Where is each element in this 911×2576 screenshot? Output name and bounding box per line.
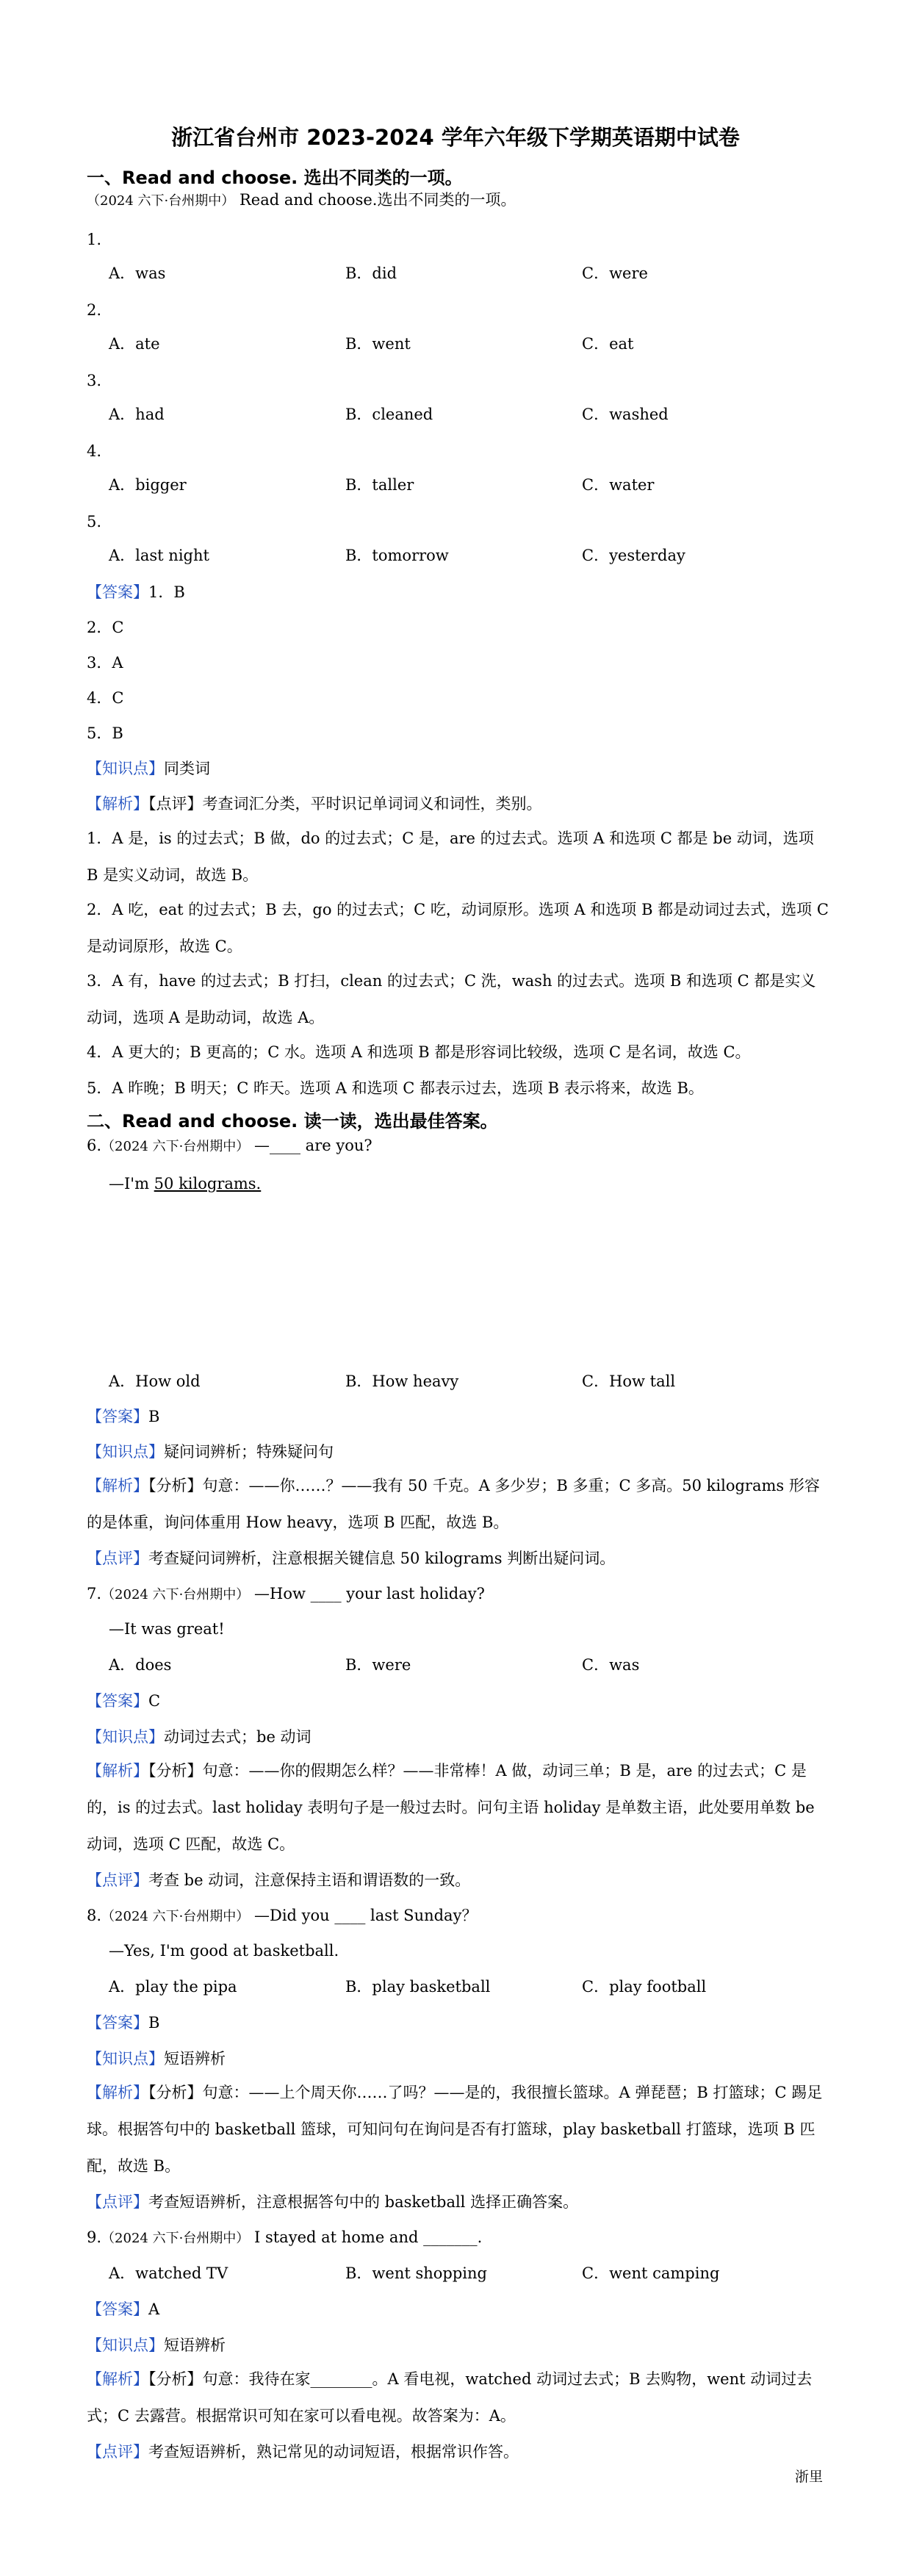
answer-value: B <box>148 2014 160 2032</box>
analysis <box>87 1752 829 1863</box>
option-c: C．eat <box>582 335 634 353</box>
reply-text: —I'm <box>109 1175 154 1192</box>
option-b: B．How heavy <box>345 1372 459 1390</box>
knowledge-point <box>87 1442 334 1462</box>
analysis-sub-tag: 【分析】 <box>148 1477 203 1494</box>
comment-text: 考查疑问词辨析，注意根据关键信息 50 kilograms 判断出疑问词。 <box>148 1550 616 1567</box>
explanation-5: 5．A 昨晚；B 明天；C 昨天。选项 A 和选项 C 都表示过去，选项 B 表示将来，故选 B。 <box>87 1079 704 1097</box>
analysis-text: 句意：——上个周天你……了吗？——是的，我很擅长篮球。A 弹琵琶；B 打篮球；C 踢足球。根据答句中的 basketball 篮球，可知问句在询问是否有打篮球，play basketball 打篮球，选项 B 匹配，故选 B。 <box>87 2084 823 2175</box>
answer-tag: 【答案】 <box>87 1692 148 1710</box>
comment-text: 考查短语辨析，注意根据答句中的 basketball 选择正确答案。 <box>148 2193 579 2211</box>
option-a: A．does <box>109 1656 172 1674</box>
answer-value: B <box>148 1408 160 1425</box>
analysis-sub-tag: 【分析】 <box>148 2370 203 2388</box>
answer-value: 1．B <box>148 583 185 601</box>
knowledge-point <box>87 2048 226 2069</box>
answer-tag: 【答案】 <box>87 1408 148 1425</box>
question-reply: —Yes, I'm good at basketball. <box>109 1942 339 1960</box>
option-c: C．play football <box>582 1978 707 1996</box>
explanation-4: 4．A 更大的；B 更高的；C 水。选项 A 和选项 B 都是形容词比较级，选项 C 是名词，故选 C。 <box>87 1043 751 1061</box>
comment-tag: 【点评】 <box>87 2193 148 2211</box>
source-label: （2024 六下·台州期中） <box>101 2231 250 2246</box>
knowledge-text: 疑问词辨析；特殊疑问句 <box>164 1443 334 1461</box>
explanation-3: 3．A 有，have 的过去式；B 打扫，clean 的过去式；C 洗，wash 的过去式。选项 B 和选项 C 都是实义动词，选项 A 是助动词，故选 A。 <box>87 972 816 1026</box>
question-reply: —It was great! <box>109 1620 225 1638</box>
section-2-heading: 二、Read and choose. 读一读，选出最佳答案。 <box>87 1111 498 1132</box>
option-b: B．went shopping <box>345 2264 487 2282</box>
knowledge-text: 短语辨析 <box>164 2336 226 2354</box>
question-stem: —Did you ____ last Sunday？ <box>254 1907 478 1924</box>
option-c: C．went camping <box>582 2264 720 2282</box>
question-stem: —How ____ your last holiday? <box>254 1585 485 1602</box>
question-number: 8. <box>87 1907 102 1924</box>
comment <box>87 1870 470 1890</box>
option-b: B．went <box>345 335 411 353</box>
answer-tag: 【答案】 <box>87 583 148 601</box>
analysis-sub-tag: 【分析】 <box>148 1762 203 1780</box>
answer-line <box>87 582 185 602</box>
option-a: A．was <box>109 265 166 282</box>
comment-tag: 【点评】 <box>87 1871 148 1889</box>
question-stem: —____ are you? <box>254 1137 372 1154</box>
knowledge-point <box>87 758 210 779</box>
underlined-text: 50 kilograms. <box>154 1175 262 1192</box>
question-stem: I stayed at home and _______. <box>254 2228 483 2246</box>
knowledge-text: 同类词 <box>164 760 210 777</box>
question-9 <box>87 2227 482 2249</box>
explanation-1: 1．A 是，is 的过去式；B 做，do 的过去式；C 是，are 的过去式。选项 A 和选项 C 都是 be 动词，选项 B 是实义动词，故选 B。 <box>87 830 814 884</box>
comment-tag: 【点评】 <box>87 1550 148 1567</box>
option-a: A．last night <box>109 547 209 564</box>
question-6 <box>87 1135 372 1157</box>
option-a: A．had <box>109 406 165 423</box>
question-number: 3. <box>87 372 102 389</box>
answer-value: A <box>148 2300 160 2318</box>
analysis-text: 句意：——你……？——我有 50 千克。A 多少岁；B 多重；C 多高。50 kilograms 形容的是体重，询问体重用 How heavy，选项 B 匹配，故选 B。 <box>87 1477 820 1531</box>
option-b: B．were <box>345 1656 411 1674</box>
answer-line <box>87 1406 159 1427</box>
source-label: （2024 六下·台州期中） <box>101 1909 250 1924</box>
analysis-text: 句意：——你的假期怎么样？——非常棒！A 做，动词三单；B 是，are 的过去式；C 是的，is 的过去式。last holiday 表明句子是一般过去时。问句主语 holiday 是单数主语，此处要用单数 be 动词，选项 C 匹配，故选 C。 <box>87 1762 815 1853</box>
answer-item: 3．A <box>87 654 123 672</box>
analysis <box>87 2074 829 2184</box>
analysis-tag: 【解析】 <box>87 1477 148 1494</box>
analysis-tag: 【解析】 <box>87 1762 148 1780</box>
question-number: 9. <box>87 2228 102 2246</box>
answer-tag: 【答案】 <box>87 2014 148 2032</box>
option-a: A．How old <box>109 1372 201 1390</box>
knowledge-tag: 【知识点】 <box>87 1443 164 1461</box>
option-b: B．did <box>345 265 397 282</box>
knowledge-point <box>87 1727 312 1747</box>
question-8 <box>87 1905 477 1927</box>
instruction-text: Read and choose.选出不同类的一项。 <box>239 191 516 209</box>
section-1-intro <box>87 190 516 212</box>
answer-line <box>87 1691 160 1711</box>
answer-value: C <box>148 1692 161 1710</box>
page-title: 浙江省台州市 2023-2024 学年六年级下学期英语期中试卷 <box>171 125 740 150</box>
option-c: C．was <box>582 1656 640 1674</box>
analysis <box>87 1467 829 1541</box>
knowledge-text: 短语辨析 <box>164 2050 226 2068</box>
analysis-text: 句意：我待在家________。A 看电视，watched 动词过去式；B 去购物，went 动词过去式；C 去露营。根据常识可知在家可以看电视。故答案为：A。 <box>87 2370 813 2425</box>
answer-tag: 【答案】 <box>87 2300 148 2318</box>
comment <box>87 2192 578 2212</box>
analysis-tag: 【解析】 <box>87 2370 148 2388</box>
footer-mark: 浙里 <box>794 2469 823 2485</box>
analysis-tag: 【解析】 <box>87 795 148 813</box>
question-number: 4. <box>87 442 102 460</box>
comment-text: 考查 be 动词，注意保持主语和谓语数的一致。 <box>148 1871 471 1889</box>
analysis <box>87 2361 829 2434</box>
option-b: B．tomorrow <box>345 547 449 564</box>
option-a: A．play the pipa <box>109 1978 237 1996</box>
knowledge-tag: 【知识点】 <box>87 760 164 777</box>
comment <box>87 2442 519 2462</box>
option-b: B．taller <box>345 476 414 494</box>
analysis-tag: 【解析】 <box>87 2084 148 2101</box>
analysis-lead <box>87 794 542 814</box>
explanation-2: 2．A 吃，eat 的过去式；B 去，go 的过去式；C 吃，动词原形。选项 A 和选项 B 都是动词过去式，选项 C 是动词原形，故选 C。 <box>87 901 829 955</box>
answer-item: 2．C <box>87 619 124 636</box>
answer-item: 4．C <box>87 689 124 707</box>
question-number: 5. <box>87 513 102 530</box>
option-c: C．yesterday <box>582 547 685 564</box>
question-reply <box>109 1173 261 1194</box>
option-a: A．watched TV <box>109 2264 228 2282</box>
option-c: C．washed <box>582 406 669 423</box>
option-b: B．play basketball <box>345 1978 491 1996</box>
option-c: C．were <box>582 265 648 282</box>
option-b: B．cleaned <box>345 406 433 423</box>
source-label: （2024 六下·台州期中） <box>101 1139 250 1154</box>
comment <box>87 1548 615 1569</box>
answer-line <box>87 2012 159 2033</box>
answer-item: 5．B <box>87 724 123 742</box>
knowledge-text: 动词过去式；be 动词 <box>164 1728 312 1746</box>
knowledge-tag: 【知识点】 <box>87 1728 164 1746</box>
question-7 <box>87 1583 485 1605</box>
question-number: 6. <box>87 1137 102 1154</box>
source-label: （2024 六下·台州期中） <box>101 1587 250 1602</box>
option-a: A．ate <box>109 335 160 353</box>
knowledge-point <box>87 2335 226 2356</box>
option-c: C．water <box>582 476 655 494</box>
question-number: 7. <box>87 1585 102 1602</box>
section-1-heading: 一、Read and choose. 选出不同类的一项。 <box>87 168 463 188</box>
analysis-sub-tag: 【分析】 <box>148 2084 203 2101</box>
answer-line <box>87 2299 159 2320</box>
knowledge-tag: 【知识点】 <box>87 2050 164 2068</box>
question-number: 2. <box>87 301 102 319</box>
comment-tag: 【点评】 <box>87 2443 148 2461</box>
source-label: （2024 六下·台州期中） <box>87 193 235 209</box>
option-c: C．How tall <box>582 1372 676 1390</box>
comment-tag: 【点评】 <box>148 795 203 813</box>
comment-text: 考查短语辨析，熟记常见的动词短语，根据常识作答。 <box>148 2443 519 2461</box>
option-a: A．bigger <box>109 476 187 494</box>
question-number: 1. <box>87 231 102 248</box>
knowledge-tag: 【知识点】 <box>87 2336 164 2354</box>
analysis-text: 考查词汇分类，平时识记单词词义和词性，类别。 <box>202 795 542 813</box>
